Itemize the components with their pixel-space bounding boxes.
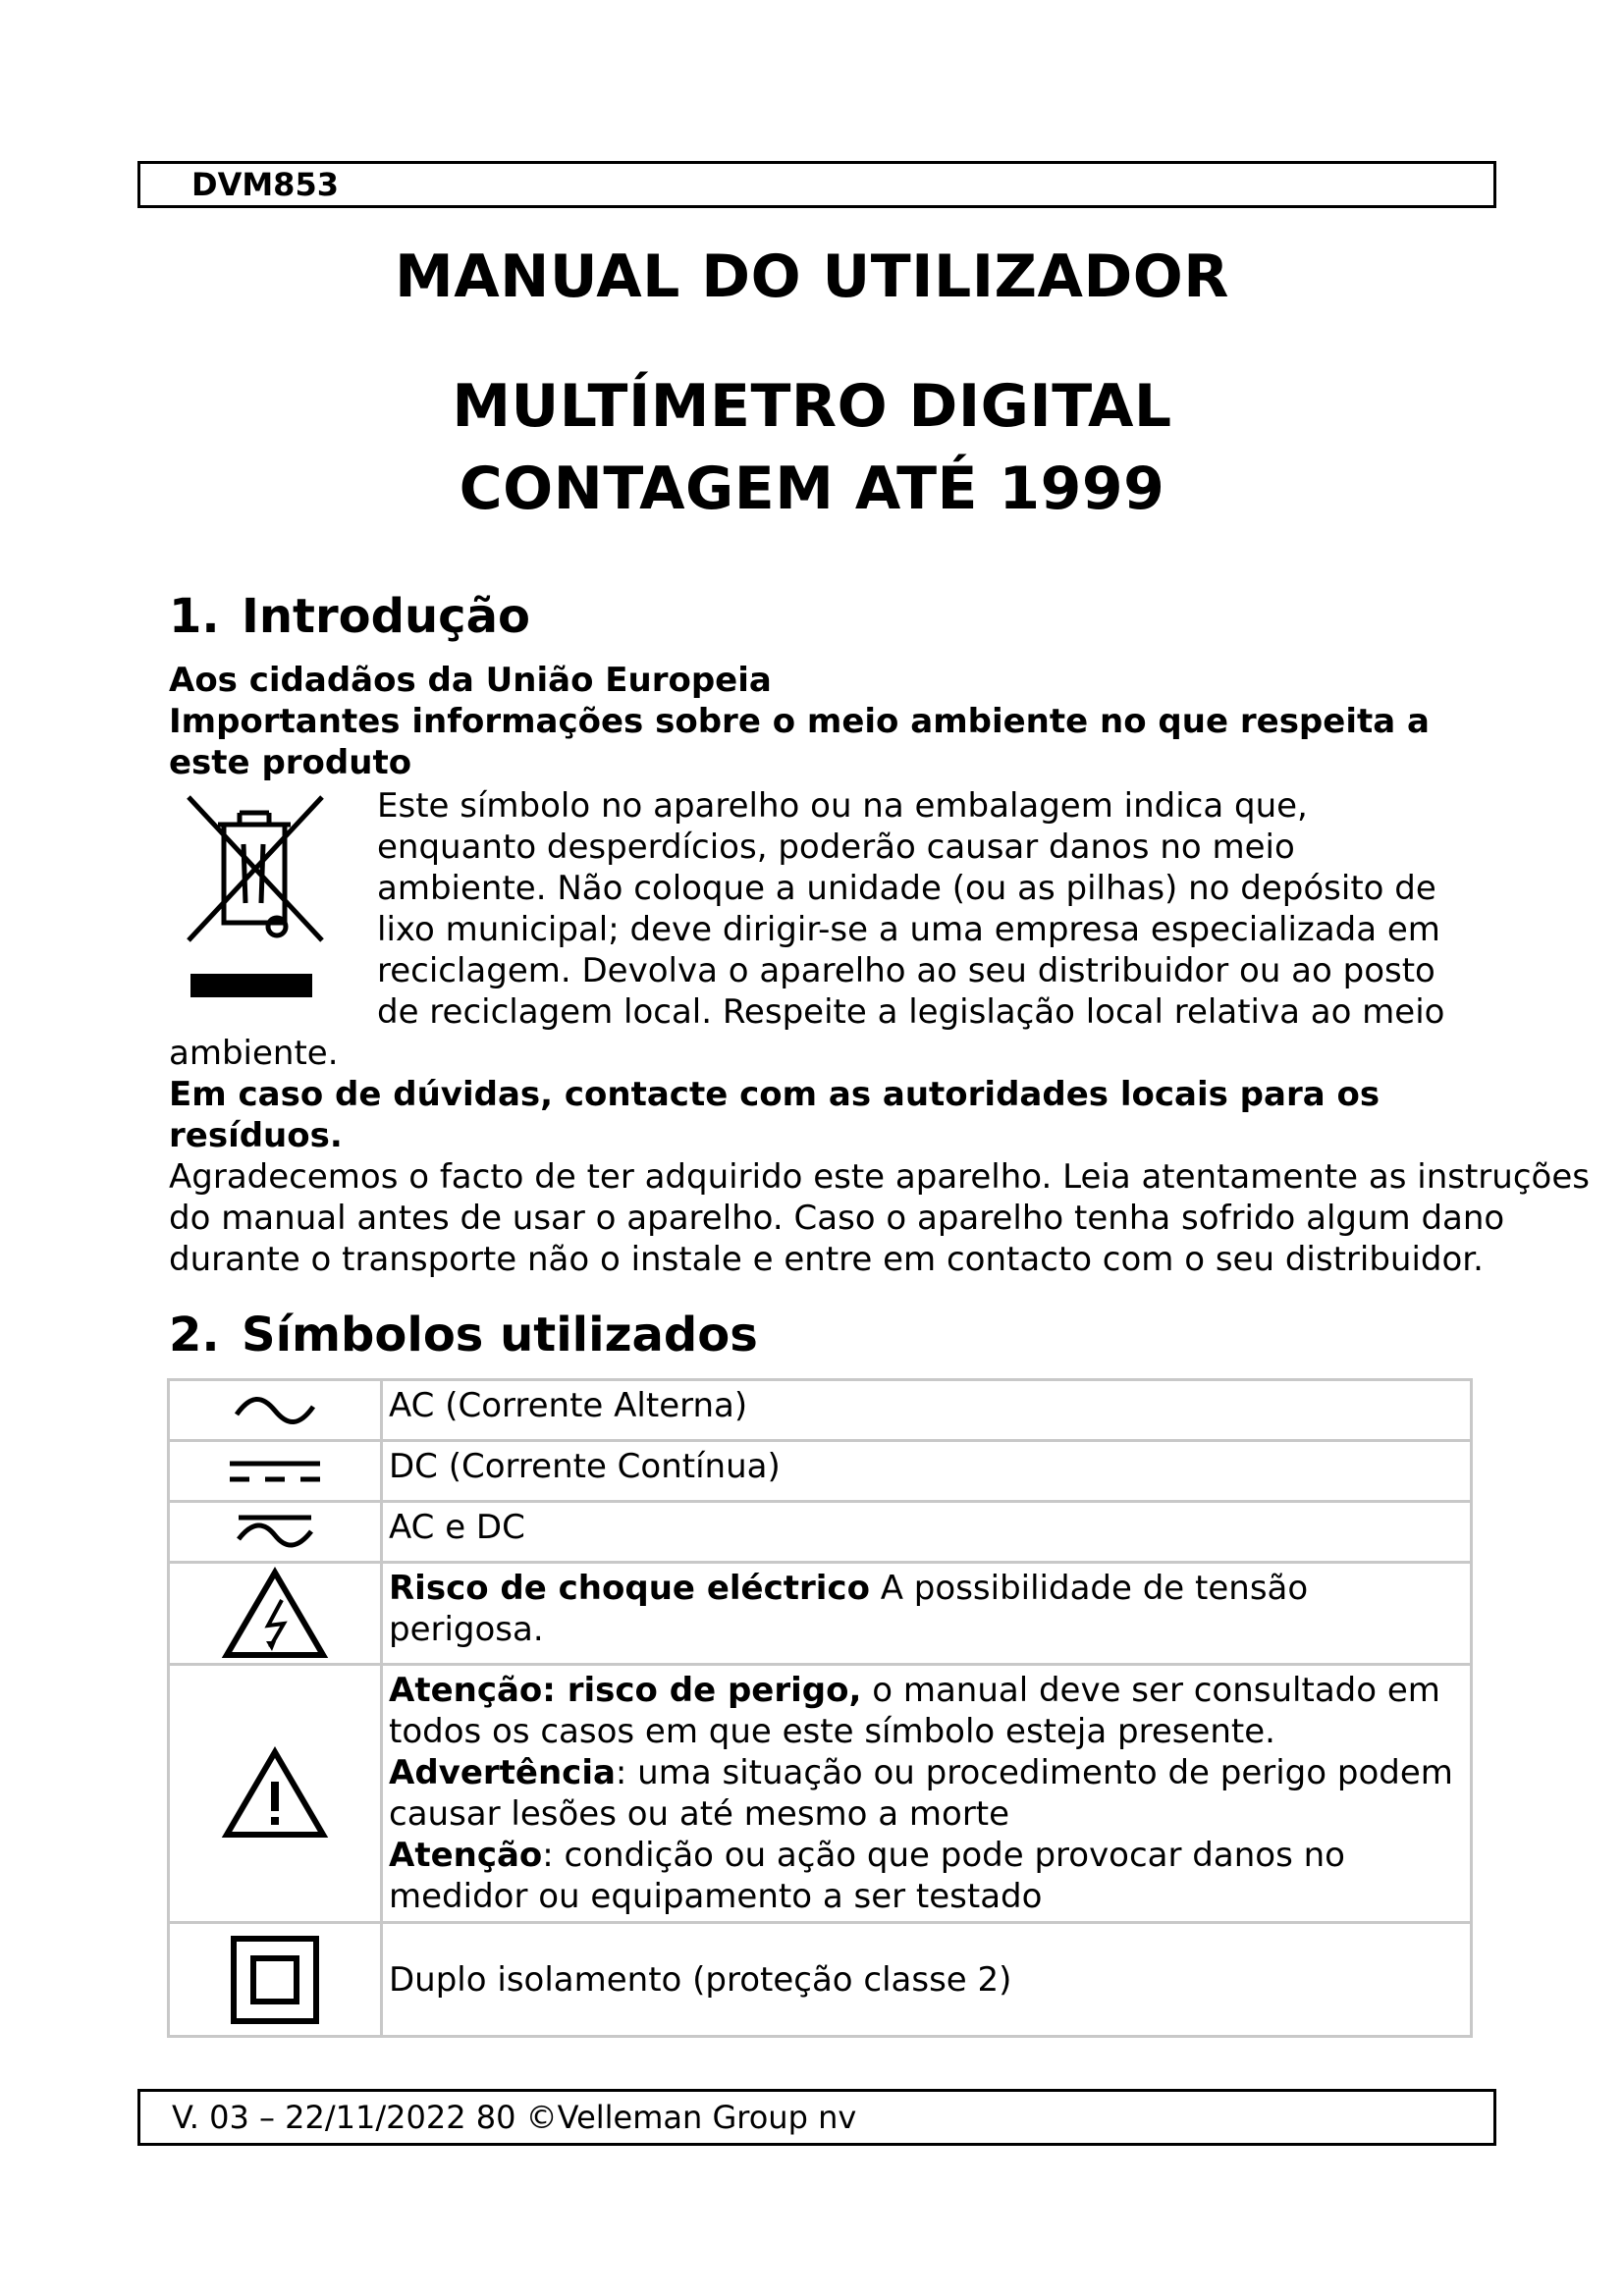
section-heading-symbols <box>169 1306 758 1364</box>
environment-heading: Importantes informações sobre o meio ambiente no que respeita a este produto <box>169 702 1430 782</box>
product-title <box>0 365 1624 530</box>
symbol-cell <box>169 1563 382 1665</box>
eu-citizens-heading: Aos cidadãos da União Europeia <box>169 661 772 700</box>
symbol-description <box>382 1665 1472 1923</box>
weee-line: reciclagem. Devolva o aparelho ao seu distribuidor ou ao posto <box>377 951 1435 990</box>
header-box <box>137 161 1496 208</box>
symbol-cell <box>169 1502 382 1563</box>
symbol-cell <box>169 1665 382 1923</box>
symbol-description: Duplo isolamento (proteção classe 2) <box>382 1923 1472 2037</box>
table-row <box>169 1502 1472 1563</box>
caution-text: : condição ou ação que pode provocar danos no medidor ou equipamento a ser testado <box>389 1836 1345 1916</box>
symbol-description-text: A possibilidade de tensão perigosa. <box>389 1569 1309 1649</box>
table-row <box>169 1563 1472 1665</box>
section-title: Introdução <box>242 589 530 644</box>
weee-line: lixo municipal; deve dirigir-se a uma empresa especializada em <box>377 910 1440 949</box>
symbol-description: AC e DC <box>382 1502 1472 1563</box>
symbol-description-text: o manual deve ser consultado em todos os casos em que este símbolo esteja presente. <box>389 1671 1440 1751</box>
dc-lines-icon <box>170 1452 380 1491</box>
warning-triangle-icon <box>170 1746 380 1841</box>
thanks-paragraph <box>169 1156 1602 1280</box>
model-code: DVM853 <box>191 166 339 203</box>
footer-box <box>137 2089 1496 2146</box>
symbol-description: AC (Corrente Alterna) <box>382 1380 1472 1441</box>
section-number: 2. <box>169 1308 220 1362</box>
table-row <box>169 1380 1472 1441</box>
weee-line: de reciclagem local. Respeite a legislação local relativa ao meio <box>377 992 1445 1032</box>
section-number: 1. <box>169 589 220 644</box>
thanks-line: do manual antes de usar o aparelho. Caso o aparelho tenha sofrido algum dano <box>169 1199 1505 1238</box>
footer-text: V. 03 – 22/11/2022 80 ©Velleman Group nv <box>172 2099 857 2136</box>
symbol-description: DC (Corrente Contínua) <box>382 1441 1472 1502</box>
weee-line: Este símbolo no aparelho ou na embalagem indica que, <box>377 786 1308 826</box>
symbol-description-bold: Atenção: risco de perigo, <box>389 1671 862 1710</box>
weee-paragraph-tail: ambiente. <box>169 1034 339 1073</box>
section-heading-introduction <box>169 587 530 646</box>
weee-line: ambiente. Não coloque a unidade (ou as pilhas) no depósito de <box>377 869 1436 908</box>
manual-title: MANUAL DO UTILIZADOR <box>395 242 1229 311</box>
double-insulation-icon <box>170 1933 380 2027</box>
symbol-description-bold: Risco de choque eléctrico <box>389 1569 870 1608</box>
symbols-table <box>167 1378 1473 2038</box>
symbol-cell <box>169 1923 382 2037</box>
symbol-cell <box>169 1441 382 1502</box>
thanks-line: durante o transporte não o instale e entre em contacto com o seu distribuidor. <box>169 1240 1484 1279</box>
warning-text: : uma situação ou procedimento de perigo podem causar lesões ou até mesmo a morte <box>389 1753 1453 1834</box>
weee-line: enquanto desperdícios, poderão causar danos no meio <box>377 828 1295 867</box>
thanks-line: Agradecemos o facto de ter adquirido este aparelho. Leia atentamente as instruções <box>169 1157 1590 1197</box>
warning-label: Advertência <box>389 1753 616 1792</box>
electric-shock-triangle-icon <box>170 1567 380 1661</box>
product-title-line-2: CONTAGEM ATÉ 1999 <box>459 454 1165 523</box>
crossed-out-wheelie-bin-icon <box>175 795 332 1001</box>
doubt-note: Em caso de dúvidas, contacte com as autoridades locais para os resíduos. <box>169 1075 1380 1155</box>
symbol-description <box>382 1563 1472 1665</box>
ac-dc-icon <box>170 1510 380 1555</box>
caution-label: Atenção <box>389 1836 543 1875</box>
product-title-line-1: MULTÍMETRO DIGITAL <box>452 372 1172 441</box>
section-title: Símbolos utilizados <box>242 1308 758 1362</box>
table-row <box>169 1441 1472 1502</box>
table-row <box>169 1923 1472 2037</box>
weee-paragraph <box>377 785 1516 1033</box>
symbol-cell <box>169 1380 382 1441</box>
table-row <box>169 1665 1472 1923</box>
ac-sine-icon <box>170 1391 380 1430</box>
